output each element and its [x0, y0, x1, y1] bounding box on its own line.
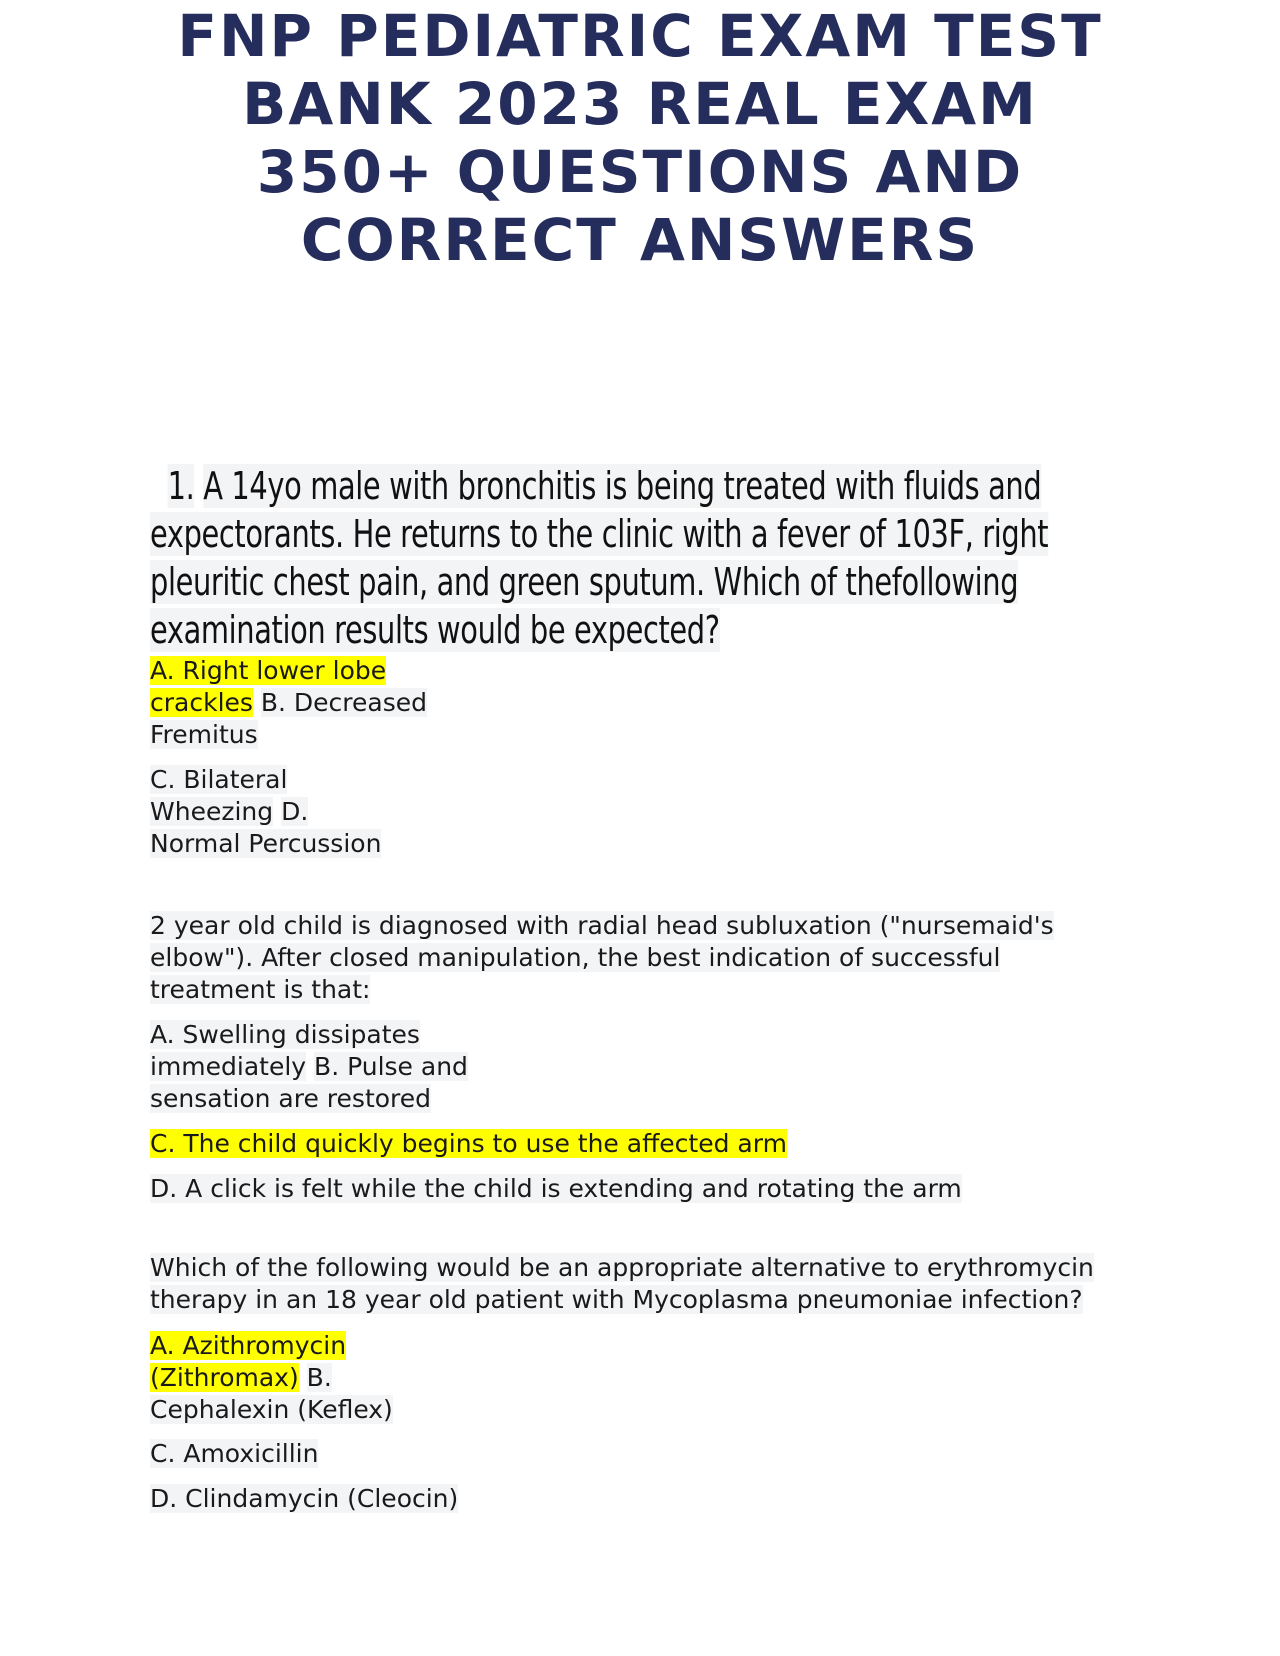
question-1-text: expectorants. He returns to the clinic with a fever of 103F, right: [150, 512, 1049, 556]
answer-option: D.: [281, 797, 309, 826]
answer-option: B. Pulse and: [314, 1052, 468, 1081]
title-line: CORRECT ANSWERS: [300, 206, 980, 274]
answer-option: B. Decreased: [260, 688, 428, 717]
question-3-answers-ab: [150, 1330, 393, 1426]
question-2: [150, 910, 1054, 1006]
question-1-text: A 14yo male with bronchitis is being treated with fluids and: [203, 464, 1042, 508]
question-2-text: 2 year old child is diagnosed with radial head subluxation ("nursemaid's: [150, 911, 1054, 940]
question-number: 1.: [167, 464, 195, 508]
title-line: 350+ QUESTIONS AND: [256, 138, 1024, 206]
question-1-text: examination results would be expected?: [150, 608, 720, 652]
answer-option: immediately: [150, 1052, 307, 1081]
question-2-answer-c: [150, 1128, 787, 1160]
correct-answer: C. The child quickly begins to use the affected arm: [150, 1129, 787, 1158]
correct-answer: A. Right lower lobe: [150, 656, 387, 685]
question-1-line: [150, 510, 1049, 558]
answer-option: Fremitus: [150, 720, 258, 749]
answer-option: Cephalexin (Keflex): [150, 1395, 393, 1424]
question-3-answer-c: [150, 1438, 318, 1470]
correct-answer: (Zithromax): [150, 1363, 299, 1392]
title-line: BANK 2023 REAL EXAM: [242, 70, 1038, 138]
answer-option: C. Amoxicillin: [150, 1439, 319, 1468]
question-1-text: pleuritic chest pain, and green sputum. Which of thefollowing: [150, 560, 1019, 604]
answer-option: B.: [306, 1363, 332, 1392]
question-1-line: [150, 606, 880, 654]
question-1: [150, 462, 1049, 654]
answer-option: D. Clindamycin (Cleocin): [150, 1484, 459, 1513]
document-title: [150, 2, 1130, 274]
question-3-answer-d: [150, 1483, 458, 1515]
question-3-text: therapy in an 18 year old patient with Mycoplasma pneumoniae infection?: [150, 1285, 1083, 1314]
question-3-text: Which of the following would be an appropriate alternative to erythromycin: [150, 1253, 1094, 1282]
question-1-line: [150, 558, 1019, 606]
question-1-answers-ab: [150, 655, 427, 751]
answer-option: Wheezing: [150, 797, 274, 826]
answer-option: C. Bilateral: [150, 765, 288, 794]
answer-option: D. A click is felt while the child is extending and rotating the arm: [150, 1174, 962, 1203]
question-2-text: elbow"). After closed manipulation, the best indication of successful: [150, 943, 1001, 972]
question-1-line: [150, 462, 1042, 510]
question-2-text: treatment is that:: [150, 975, 371, 1004]
answer-option: Normal Percussion: [150, 829, 382, 858]
title-line: FNP PEDIATRIC EXAM TEST: [177, 2, 1103, 70]
question-2-answers-ab: [150, 1019, 468, 1115]
correct-answer: A. Azithromycin: [150, 1331, 347, 1360]
question-1-answers-cd: [150, 764, 381, 860]
question-2-answer-d: [150, 1173, 962, 1205]
answer-option: A. Swelling dissipates: [150, 1020, 420, 1049]
answer-option: sensation are restored: [150, 1084, 432, 1113]
question-3: [150, 1252, 1094, 1316]
correct-answer: crackles: [150, 688, 253, 717]
